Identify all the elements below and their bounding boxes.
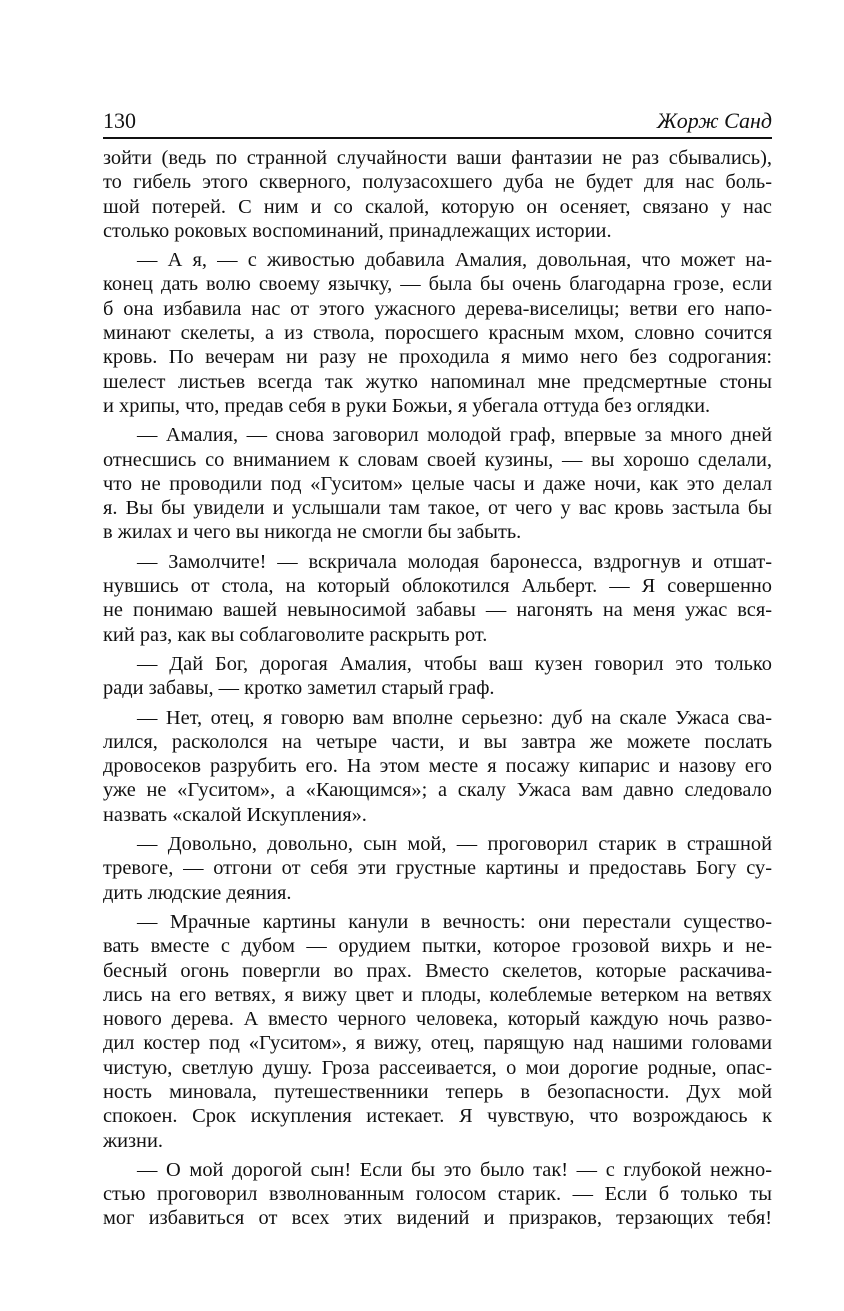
text-line: шой потерей. С ним и со скалой, которую он осеняет, связано у нас	[103, 195, 772, 218]
text-line: столько роковых воспоминаний, принадлежащих истории.	[103, 219, 612, 242]
paragraph	[103, 652, 772, 701]
text-line: не понимаю вашей невыносимой забавы — нагонять на меня ужас вся-	[103, 599, 772, 622]
header-rule	[103, 137, 772, 139]
paragraph	[103, 832, 772, 905]
text-line: — Мрачные картины канули в вечность: они перестали существо-	[137, 910, 772, 933]
text-line: то гибель этого скверного, полузасохшего дуба не будет для нас боль-	[103, 171, 772, 194]
paragraph	[103, 1158, 772, 1231]
text-line: — А я, — с живостью добавила Амалия, довольная, что может на-	[137, 249, 772, 272]
text-line: — Дай Бог, дорогая Амалия, чтобы ваш кузен говорил это только	[137, 652, 772, 675]
body-text	[103, 146, 772, 1231]
paragraph	[103, 550, 772, 647]
text-line: лился, раскололся на четыре части, и вы завтра же можете послать	[103, 730, 772, 753]
text-line: шелест листьев всегда так жутко напоминал мне предсмертные стоны	[103, 370, 772, 393]
text-line: ради забавы, — кротко заметил старый граф.	[103, 677, 495, 700]
page-number: 130	[103, 108, 136, 133]
text-line: дил костер под «Гуситом», я вижу, отец, парящую над нашими головами	[103, 1032, 772, 1055]
text-line: — О мой дорогой сын! Если бы это было так! — с глубокой нежно-	[137, 1158, 772, 1181]
text-line: дровосеков разрубить его. На этом месте я посажу кипарис и назову его	[103, 755, 772, 778]
text-line: стью проговорил взволнованным голосом старик. — Если б только ты	[103, 1183, 772, 1206]
text-line: кий раз, как вы соблаговолите раскрыть рот.	[103, 623, 488, 646]
text-line: я. Вы бы увидели и услышали там такое, от чего у вас кровь застыла бы	[103, 497, 772, 520]
text-line: уже не «Гуситом», а «Кающимся»; а скалу Ужаса вам давно следовало	[103, 779, 772, 802]
running-header	[103, 104, 772, 134]
text-line: назвать «скалой Искупления».	[103, 803, 367, 826]
text-line: — Нет, отец, я говорю вам вполне серьезно: дуб на скале Ужаса сва-	[137, 706, 772, 729]
text-line: отнесшись со вниманием к словам своей кузины, — вы хорошо сделали,	[103, 448, 772, 471]
text-line: вать вместе с дубом — орудием пытки, которое грозовой вихрь и не-	[103, 935, 772, 958]
text-line: тревоге, — отгони от себя эти грустные картины и предоставь Богу су-	[103, 857, 772, 880]
paragraph	[103, 706, 772, 827]
text-line: чистую, светлую душу. Гроза рассеивается, о мои дорогие родные, опас-	[103, 1056, 772, 1079]
text-line: ность миновала, путешественники теперь в безопасности. Дух мой	[103, 1080, 772, 1103]
text-line: — Замолчите! — вскричала молодая баронесса, вздрогнув и отшат-	[137, 550, 772, 573]
text-line: б она избавила нас от этого ужасного дерева-виселицы; ветви его напо-	[103, 297, 772, 320]
running-title-author: Жорж Санд	[656, 108, 772, 133]
paragraph	[103, 146, 772, 243]
text-line: минают скелеты, а из ствола, поросшего красным мхом, словно сочится	[103, 322, 772, 345]
text-line: мог избавиться от всех этих видений и призраков, терзающих тебя!	[103, 1207, 772, 1230]
text-line: кровь. По вечерам ни разу не проходила я мимо него без содрогания:	[103, 346, 772, 369]
text-line: лись на его ветвях, я вижу цвет и плоды, колеблемые ветерком на ветвях	[103, 983, 772, 1006]
text-line: в жилах и чего вы никогда не смогли бы забыть.	[103, 521, 522, 544]
text-line: — Довольно, довольно, сын мой, — проговорил старик в страшной	[137, 833, 772, 856]
text-line: нового дерева. А вместо черного человека, который каждую ночь разво-	[103, 1008, 772, 1031]
text-line: жизни.	[103, 1129, 163, 1152]
text-line: — Амалия, — снова заговорил молодой граф, впервые за много дней	[137, 424, 772, 447]
text-line: зойти (ведь по странной случайности ваши фантазии не раз сбывались),	[103, 147, 772, 169]
text-line: что не проводили под «Гуситом» целые часы и даже ночи, как это делал	[103, 472, 772, 495]
text-line: нувшись от стола, на который облокотился Альберт. — Я совершенно	[103, 575, 772, 598]
paragraph	[103, 910, 772, 1153]
text-line: и хрипы, что, предав себя в руки Божьи, я убегала оттуда без оглядки.	[103, 394, 711, 417]
text-line: дить людские деяния.	[103, 881, 292, 904]
text-line: спокоен. Срок искупления истекает. Я чувствую, что возрождаюсь к	[103, 1105, 772, 1128]
paragraph	[103, 248, 772, 418]
paragraph	[103, 423, 772, 544]
text-line: конец дать волю своему язычку, — была бы очень благодарна грозе, если	[103, 273, 772, 296]
text-line: бесный огонь повергли во прах. Вместо скелетов, которые раскачива-	[103, 959, 772, 982]
